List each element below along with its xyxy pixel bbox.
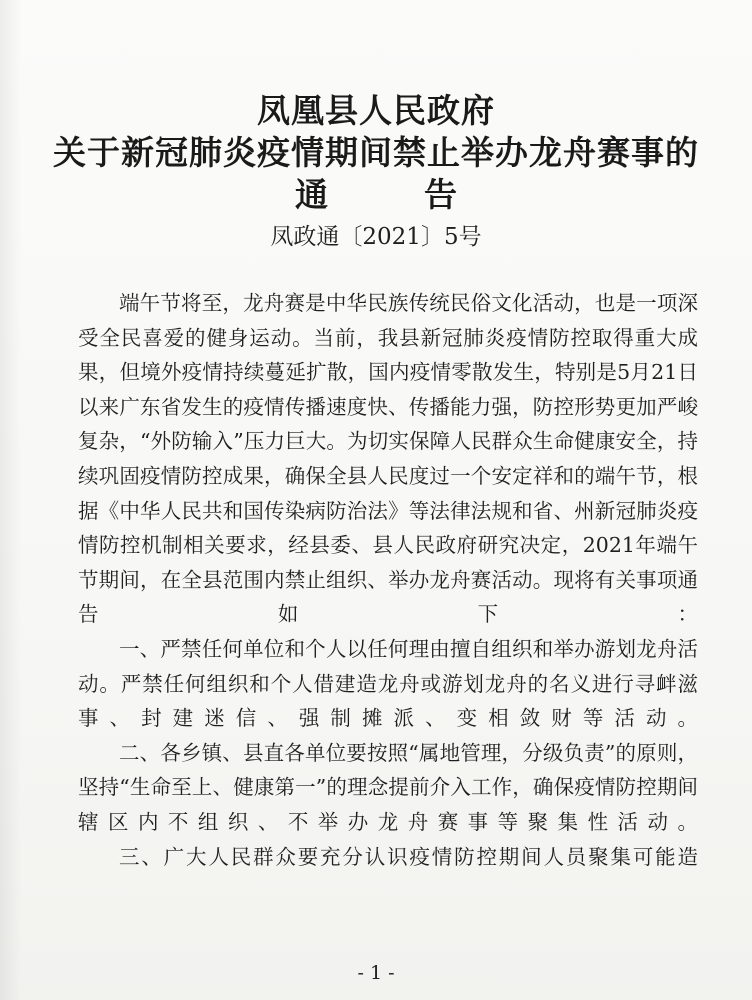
document-number: 凤政通〔2021〕5号 xyxy=(270,224,482,250)
page-number: - 1 - xyxy=(357,962,395,984)
body-paragraph-3: 二、各乡镇、县直各单位要按照“属地管理，分级负责”的原则，坚持“生命至上、健康第一”的理念提前介入工作，确保疫情防控期间辖区内不组织、不举办龙舟赛事等聚集性活动。 xyxy=(78,740,698,834)
title-line-3 xyxy=(0,174,752,216)
title-line-2: 关于新冠肺炎疫情期间禁止举办龙舟赛事的 xyxy=(53,133,699,172)
title-word-tong: 通 xyxy=(295,175,328,214)
body-paragraph-1: 端午节将至，龙舟赛是中华民族传统民俗文化活动，也是一项深受全民喜爱的健身运动。当前，我县新冠肺炎疫情防控取得重大成果，但境外疫情持续蔓延扩散，国内疫情零散发生，特别是5月21日以来广东省发生的疫情传播速度快、传播能力强，防控形势更加严峻复杂，“外防输入”压力巨大。为切实保障人民群众生命健康安全，持续巩固疫情防控成果，确保全县人民度过一个安定祥和的端午节，根据《中华人民共和国传染病防治法》等法律法规和省、州新冠肺炎疫情防控机制相关要求，经县委、县人民政府研究决定，2021年端午节期间，在全县范围内禁止组织、举办龙舟赛活动。现将有关事项通告如下： xyxy=(78,291,698,627)
body-paragraph-2: 一、严禁任何单位和个人以任何理由擅自组织和举办游划龙舟活动。严禁任何组织和个人借建造龙舟或游划龙舟的名义进行寻衅滋事、封建迷信、强制摊派、变相敛财等活动。 xyxy=(78,636,698,731)
body-paragraph-4: 三、广大人民群众要充分认识疫情防控期间人员聚集可能造 xyxy=(119,844,698,869)
title-line-1: 凤凰县人民政府 xyxy=(257,91,495,130)
document-body xyxy=(78,286,698,874)
document-title xyxy=(0,90,752,216)
title-word-gao: 告 xyxy=(424,175,457,214)
